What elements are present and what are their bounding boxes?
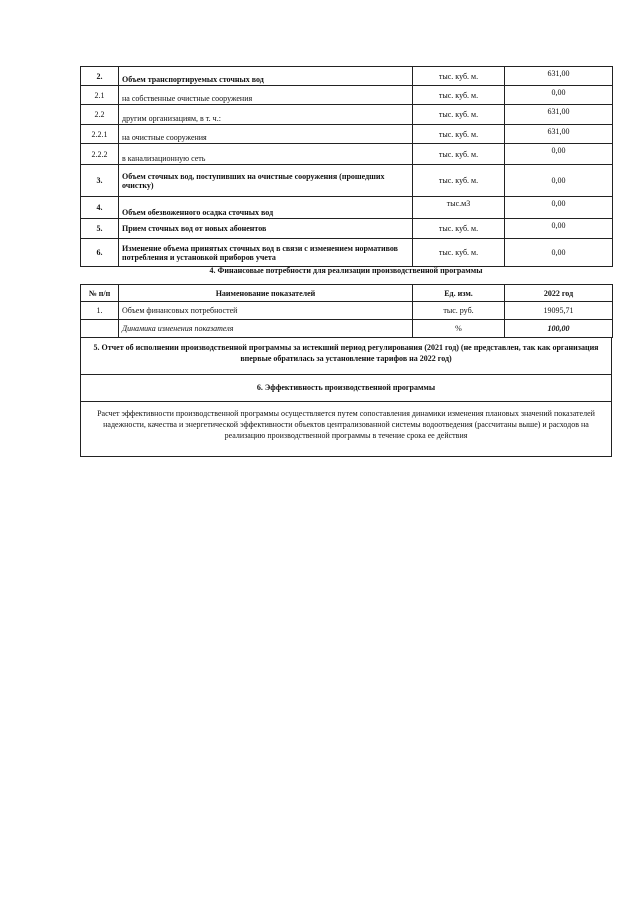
row-unit: тыс. куб. м. [413, 105, 505, 125]
section6-title-text: 6. Эффективность производственной программы [256, 383, 436, 392]
section5-text: 5. Отчет об исполнении производственной программы за истекший период регулирования (2021 год) (не представлен, так как организация впервые обратилась за установление тарифов на 2022 год) [93, 343, 599, 363]
row-name: Объем обезвоженного осадка сточных вод [119, 197, 413, 219]
row-unit: тыс. куб. м. [413, 165, 505, 197]
row-value: 631,00 [505, 105, 613, 125]
table-row [81, 165, 613, 197]
header-year: 2022 год [505, 285, 613, 302]
row-value: 100,00 [505, 320, 613, 338]
row-number: 2.1 [81, 86, 119, 105]
row-number: 6. [81, 239, 119, 267]
row-name: на очистные сооружения [119, 125, 413, 144]
wastewater-volume-table [80, 66, 613, 267]
row-number [81, 320, 119, 338]
financial-needs-table [80, 284, 613, 338]
header-name: Наименование показателей [119, 285, 413, 302]
table-row [81, 144, 613, 165]
table-row [81, 302, 613, 320]
row-number: 2.2.1 [81, 125, 119, 144]
row-unit: тыс. куб. м. [413, 219, 505, 239]
row-value: 0,00 [505, 86, 613, 105]
table-row [81, 105, 613, 125]
header-num: № п/п [81, 285, 119, 302]
row-number: 2.2.2 [81, 144, 119, 165]
row-name: Объем финансовых потребностей [119, 302, 413, 320]
row-unit: тыс. куб. м. [413, 86, 505, 105]
table-row [81, 219, 613, 239]
table-row [81, 67, 613, 86]
row-unit: тыс. куб. м. [413, 67, 505, 86]
row-name: на собственные очистные сооружения [119, 86, 413, 105]
row-unit: тыс. куб. м. [413, 239, 505, 267]
table-row [81, 125, 613, 144]
table-header-row [81, 285, 613, 302]
section6-title [80, 375, 612, 402]
section6-text [80, 402, 612, 457]
table-row [81, 86, 613, 105]
row-unit: тыс. куб. м. [413, 125, 505, 144]
table-row [81, 197, 613, 219]
section6-body: Расчет эффективности производственной программы осуществляется путем сопоставления динамики изменения плановых значений показателей надежности, качества и энергетической эффективности объектов централизованной системы водоотведения (рассчитаны выше) и расходов на реализацию производственной программы в течение срока ее действия [97, 409, 595, 440]
row-number: 1. [81, 302, 119, 320]
row-number: 5. [81, 219, 119, 239]
section5-report [80, 338, 612, 375]
row-name: Прием сточных вод от новых абонентов [119, 219, 413, 239]
row-number: 2.2 [81, 105, 119, 125]
row-number: 4. [81, 197, 119, 219]
section4-title: 4. Финансовые потребности для реализации производственной программы [209, 266, 483, 275]
row-name: Изменение объема принятых сточных вод в связи с изменением нормативов потребления и установкой приборов учета [119, 239, 413, 267]
table-row [81, 239, 613, 267]
row-name: Объем сточных вод, поступивших на очистные сооружения (прошедших очистку) [119, 165, 413, 197]
row-value: 0,00 [505, 239, 613, 267]
row-number: 2. [81, 67, 119, 86]
row-value: 0,00 [505, 197, 613, 219]
row-value: 19095,71 [505, 302, 613, 320]
row-name: Объем транспортируемых сточных вод [119, 67, 413, 86]
row-value: 631,00 [505, 67, 613, 86]
row-value: 0,00 [505, 144, 613, 165]
table-row [81, 320, 613, 338]
row-value: 0,00 [505, 165, 613, 197]
header-unit: Ед. изм. [413, 285, 505, 302]
row-unit: тыс. руб. [413, 302, 505, 320]
row-unit: % [413, 320, 505, 338]
row-number: 3. [81, 165, 119, 197]
row-name: Динамика изменения показателя [119, 320, 413, 338]
row-name: в канализационную сеть [119, 144, 413, 165]
row-name: другим организациям, в т. ч.: [119, 105, 413, 125]
row-value: 631,00 [505, 125, 613, 144]
row-value: 0,00 [505, 219, 613, 239]
row-unit: тыс. куб. м. [413, 144, 505, 165]
row-unit: тыс.м3 [413, 197, 505, 219]
